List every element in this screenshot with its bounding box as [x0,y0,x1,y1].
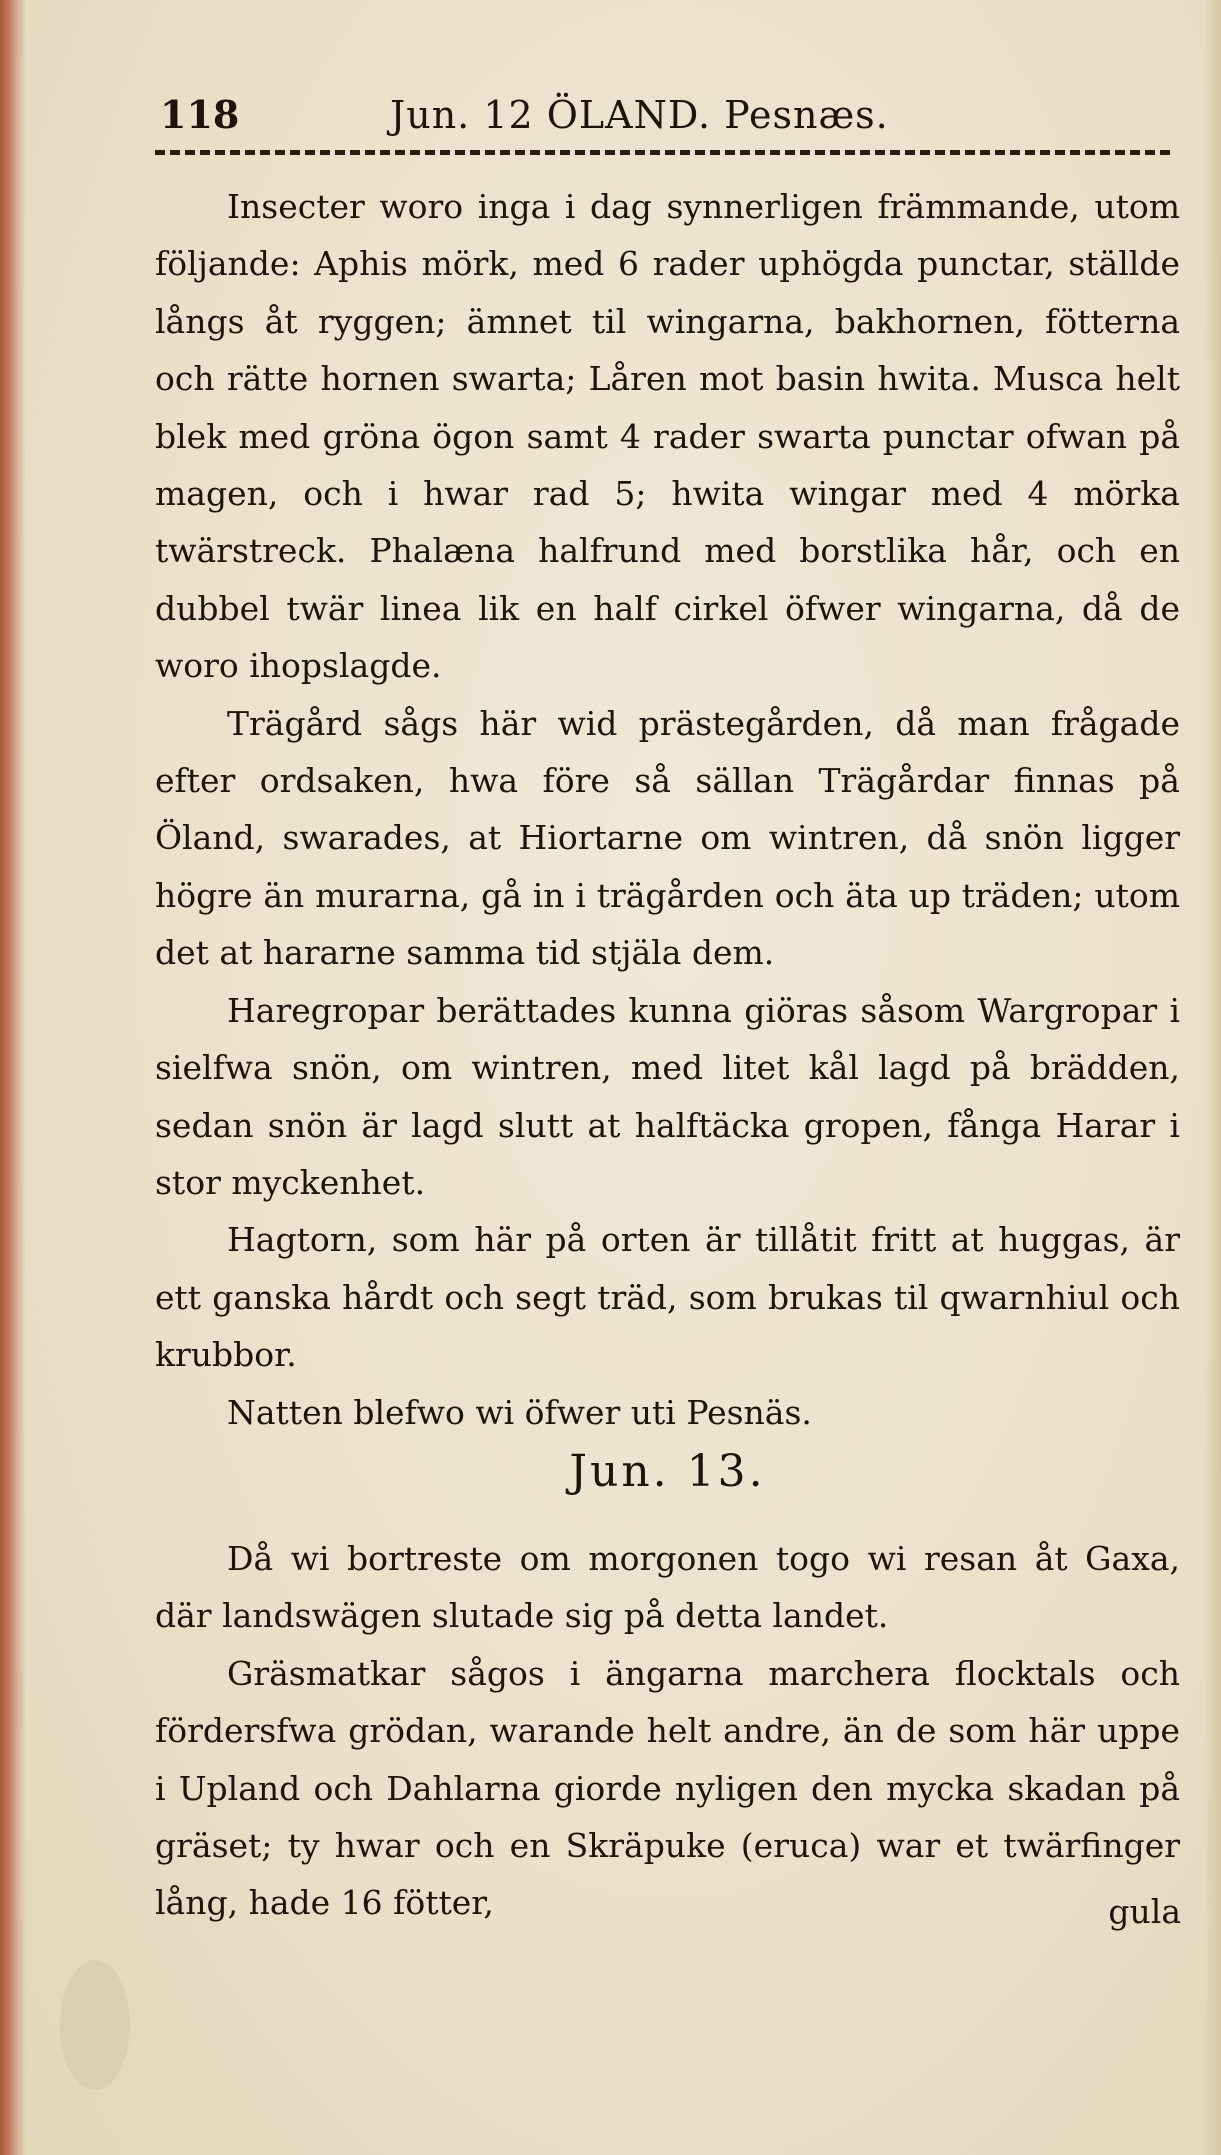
page-right-edge [1203,0,1221,2155]
paragraph-gardens: Trägård sågs här wid prästegården, då man frågade efter ordsaken, hwa före så sällan Trägårdar finnas på Öland, swarades, at Hiortarne om wintren, då snön ligger högre än murarna, gå in i trägården och äta up träden; utom det at hararne samma tid stjäla dem. [155,703,1180,973]
catchword: gula [1108,1892,1181,1931]
section-heading: Jun. 13. [569,1446,766,1497]
page-number: 118 [160,92,240,137]
paragraph-hare-pits: Haregropar berättades kunna giöras såsom Wargropar i sielfwa snön, om wintren, med litet kål lagd på brädden, sedan snön är lagd slutt at halftäcka gropen, fånga Harar i stor myckenhet. [155,990,1180,1202]
body-text [155,178,1180,1441]
paragraph-insects: Insecter woro inga i dag synnerligen främmande, utom följande: Aphis mörk, med 6 rader uphögda punctar, ställde långs åt ryggen; ämnet til wingarna, bakhornen, fötterna och rätte hornen swarta; Låren mot basin hwita. Musca helt blek med gröna ögon samt 4 rader swarta punctar ofwan på magen, och i hwar rad 5; hwita wingar med 4 mörka twärstreck. Phalæna halfrund med borstlika hår, och en dubbel twär linea lik en half cirkel öfwer wingarna, då de woro ihopslagde. [155,187,1180,686]
page-binding-edge [0,0,26,2155]
page-header [160,92,1180,138]
paragraph-grass-worms: Gräsmatkar sågos i ängarna marchera flocktals och fördersfwa grödan, warande helt andre, än de som här uppe i Upland och Dahlarna giorde nyligen den mycka skadan på gräset; ty hwar och en Skräpuke (eruca) war et twärfinger lång, hade 16 fötter, [155,1653,1180,1923]
paper-stain [60,1960,130,2090]
running-head: Jun. 12 ÖLAND. Pesnæs. [390,93,889,137]
paragraph-journey: Då wi bortreste om morgonen togo wi resan åt Gaxa, där landswägen slutade sig på detta landet. [155,1539,1180,1636]
paragraph-night: Natten blefwo wi öfwer uti Pesnäs. [227,1392,812,1432]
body-text-june-13 [155,1530,1180,1932]
paragraph-hawthorn: Hagtorn, som här på orten är tillåtit fritt at huggas, är ett ganska hårdt och segt träd, som brukas til qwarnhiul och krubbor. [155,1220,1180,1375]
header-rule [155,150,1170,155]
